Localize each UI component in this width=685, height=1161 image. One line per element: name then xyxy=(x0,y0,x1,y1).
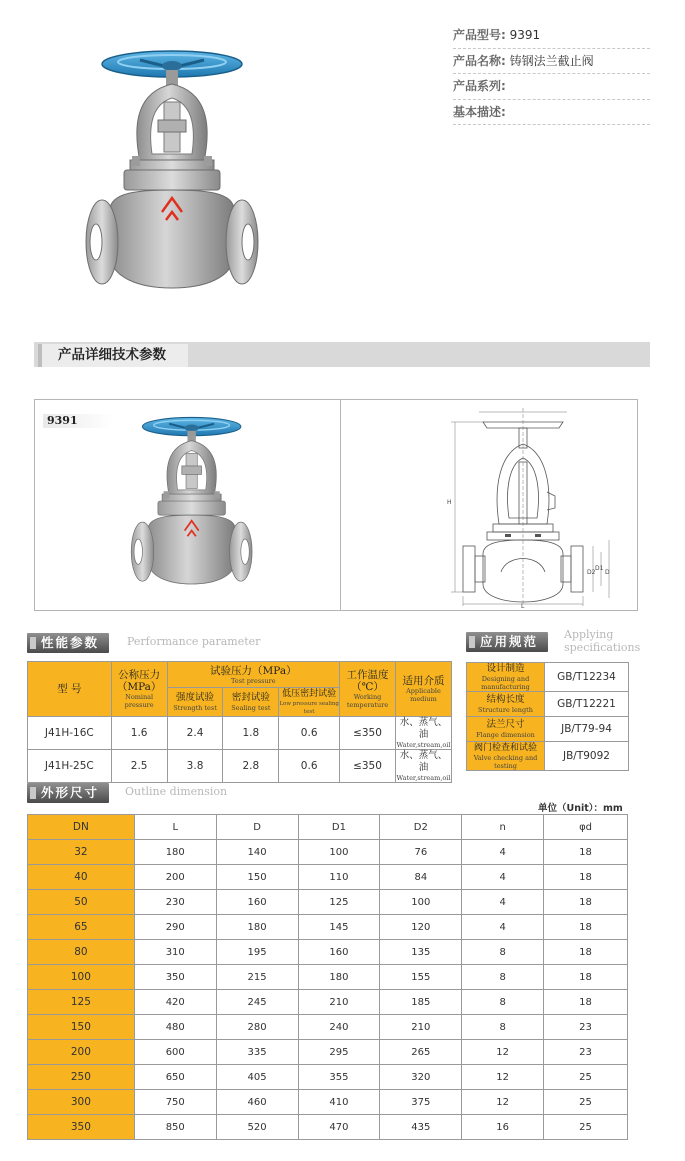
spec-key xyxy=(467,663,545,692)
dimension-cell: 405 xyxy=(216,1065,298,1090)
spec-key-cn: 结构长度 xyxy=(486,694,525,705)
specs-title-en-2: specifications xyxy=(564,641,641,654)
dn-cell: 100 xyxy=(28,965,135,990)
specs-title-cn: 应用规范 xyxy=(466,632,548,652)
dimension-cell: 520 xyxy=(216,1115,298,1140)
cell-sealing: 1.8 xyxy=(223,717,279,750)
dimension-cell: 210 xyxy=(298,990,380,1015)
dn-cell: 32 xyxy=(28,840,135,865)
figure-valve-photo xyxy=(127,408,257,604)
performance-table xyxy=(27,661,452,783)
dimension-cell: 600 xyxy=(134,1040,216,1065)
table-row xyxy=(28,990,628,1015)
dimension-cell: 100 xyxy=(298,840,380,865)
header-model-cn: 型 号 xyxy=(57,683,82,695)
spec-key-cn: 阀门检查和试验 xyxy=(473,743,537,753)
dimension-cell: 335 xyxy=(216,1040,298,1065)
dimension-cell: 12 xyxy=(462,1065,544,1090)
header-lowpress xyxy=(279,688,340,717)
table-header-row xyxy=(28,815,628,840)
header-nominal xyxy=(111,662,167,717)
spec-key-cn: 法兰尺寸 xyxy=(486,719,525,730)
table-row xyxy=(28,865,628,890)
column-header: DN xyxy=(28,815,135,840)
dimension-cell: 200 xyxy=(134,865,216,890)
info-value: 铸钢法兰截止阀 xyxy=(509,53,594,68)
dimension-cell: 100 xyxy=(380,890,462,915)
header-medium-cn: 适用介质 xyxy=(402,675,445,687)
cell-medium xyxy=(395,750,451,783)
header-test xyxy=(167,662,339,688)
cell-medium xyxy=(395,717,451,750)
table-row xyxy=(28,750,452,783)
info-row-description xyxy=(453,100,650,126)
header-temp-en: Working temperature xyxy=(346,693,389,709)
dimension-cell: 265 xyxy=(380,1040,462,1065)
dimension-cell: 25 xyxy=(544,1090,628,1115)
column-header: L xyxy=(134,815,216,840)
table-row xyxy=(28,1015,628,1040)
product-photo xyxy=(80,42,265,312)
header-strength-cn: 强度试验 xyxy=(176,692,215,703)
header-test-en: Test pressure xyxy=(231,676,276,685)
specs-title-en-1: Applying xyxy=(564,628,614,641)
dimension-cell: 470 xyxy=(298,1115,380,1140)
dimension-cell: 4 xyxy=(462,865,544,890)
table-row xyxy=(28,890,628,915)
product-info xyxy=(453,23,650,125)
dimension-cell: 155 xyxy=(380,965,462,990)
header-medium-en: Applicable medium xyxy=(406,687,441,703)
dimension-cell: 320 xyxy=(380,1065,462,1090)
dimension-cell: 8 xyxy=(462,940,544,965)
dn-cell: 300 xyxy=(28,1090,135,1115)
table-row xyxy=(28,1040,628,1065)
dimension-cell: 375 xyxy=(380,1090,462,1115)
dimension-cell: 76 xyxy=(380,840,462,865)
header-sealing-cn: 密封试验 xyxy=(231,692,270,703)
dimension-cell: 18 xyxy=(544,840,628,865)
info-key: 产品名称: xyxy=(453,53,506,68)
dimension-cell: 23 xyxy=(544,1015,628,1040)
dn-cell: 50 xyxy=(28,890,135,915)
cell-nominal: 1.6 xyxy=(111,717,167,750)
dimension-cell: 435 xyxy=(380,1115,462,1140)
dimension-cell: 195 xyxy=(216,940,298,965)
dimension-cell: 125 xyxy=(298,890,380,915)
cell-temp: ≤350 xyxy=(340,750,396,783)
dimension-cell: 650 xyxy=(134,1065,216,1090)
spec-key xyxy=(467,692,545,717)
header-temp-cn: 工作温度（℃） xyxy=(346,669,389,693)
dimension-cell: 350 xyxy=(134,965,216,990)
outline-heading xyxy=(27,783,287,803)
unit-label: 单位（Unit）：mm xyxy=(538,803,623,814)
table-row xyxy=(28,1115,628,1140)
dimension-cell: 240 xyxy=(298,1015,380,1040)
spec-value: GB/T12234 xyxy=(545,663,629,692)
dimension-cell: 480 xyxy=(134,1015,216,1040)
info-key: 产品系列: xyxy=(453,79,506,93)
dn-cell: 200 xyxy=(28,1040,135,1065)
header-temp xyxy=(340,662,396,717)
dimension-cell: 145 xyxy=(298,915,380,940)
dimension-cell: 18 xyxy=(544,990,628,1015)
spec-key xyxy=(467,717,545,742)
dimension-cell: 460 xyxy=(216,1090,298,1115)
header-lowpress-en: Low pressure sealing test xyxy=(279,701,339,715)
dimension-cell: 8 xyxy=(462,1015,544,1040)
dn-cell: 125 xyxy=(28,990,135,1015)
table-row xyxy=(28,1065,628,1090)
spec-key xyxy=(467,742,545,771)
dimension-cell: 25 xyxy=(544,1065,628,1090)
performance-title-en: Performance parameter xyxy=(127,635,261,648)
specs-table xyxy=(466,662,629,771)
table-row xyxy=(28,915,628,940)
performance-heading xyxy=(27,633,287,653)
table-row xyxy=(467,692,629,717)
dimension-cell: 23 xyxy=(544,1040,628,1065)
table-row xyxy=(28,840,628,865)
spec-value: JB/T9092 xyxy=(545,742,629,771)
dimension-cell: 310 xyxy=(134,940,216,965)
figure-divider xyxy=(340,400,341,610)
header-test-cn: 试验压力（MPa） xyxy=(210,664,297,677)
dn-cell: 350 xyxy=(28,1115,135,1140)
table-row xyxy=(28,717,452,750)
dimension-cell: 12 xyxy=(462,1090,544,1115)
dn-cell: 80 xyxy=(28,940,135,965)
dimension-cell: 180 xyxy=(134,840,216,865)
dimension-cell: 245 xyxy=(216,990,298,1015)
header-medium xyxy=(395,662,451,717)
dimension-cell: 8 xyxy=(462,965,544,990)
cell-model: J41H-16C xyxy=(28,717,112,750)
column-header: D xyxy=(216,815,298,840)
header-lowpress-cn: 低压密封试验 xyxy=(282,689,337,699)
dimension-cell: 110 xyxy=(298,865,380,890)
dimension-cell: 160 xyxy=(216,890,298,915)
column-header: D1 xyxy=(298,815,380,840)
outline-title-cn: 外形尺寸 xyxy=(27,783,109,803)
cell-sealing: 2.8 xyxy=(223,750,279,783)
header-nominal-en: Nominal pressure xyxy=(124,693,154,709)
header-sealing xyxy=(223,688,279,717)
dimension-cell: 18 xyxy=(544,940,628,965)
dimension-cell: 230 xyxy=(134,890,216,915)
cell-strength: 2.4 xyxy=(167,717,223,750)
info-row-model xyxy=(453,23,650,49)
cell-temp: ≤350 xyxy=(340,717,396,750)
table-row xyxy=(28,940,628,965)
column-header: φd xyxy=(544,815,628,840)
header-strength-en: Strength test xyxy=(173,704,217,712)
product-figure xyxy=(34,399,638,611)
dimension-cell: 18 xyxy=(544,890,628,915)
drawing-label-d: D xyxy=(605,569,610,576)
dimension-cell: 420 xyxy=(134,990,216,1015)
column-header: n xyxy=(462,815,544,840)
dimension-cell: 850 xyxy=(134,1115,216,1140)
dimension-cell: 25 xyxy=(544,1115,628,1140)
dimension-cell: 16 xyxy=(462,1115,544,1140)
column-header: D2 xyxy=(380,815,462,840)
drawing-label-h: H xyxy=(447,499,452,506)
cell-medium-cn: 水、蒸气、油 xyxy=(399,717,448,740)
dimension-cell: 120 xyxy=(380,915,462,940)
spec-value: GB/T12221 xyxy=(545,692,629,717)
technical-drawing xyxy=(443,404,613,608)
table-row xyxy=(467,717,629,742)
drawing-label-d2: D2 xyxy=(587,569,596,576)
spec-key-cn: 设计制造 xyxy=(486,663,525,674)
drawing-label-l: L xyxy=(521,603,525,608)
header-model xyxy=(28,662,112,717)
spec-value: JB/T79-94 xyxy=(545,717,629,742)
cell-model: J41H-25C xyxy=(28,750,112,783)
dimension-cell: 18 xyxy=(544,915,628,940)
dimension-cell: 4 xyxy=(462,890,544,915)
dimension-cell: 12 xyxy=(462,1040,544,1065)
dimension-cell: 215 xyxy=(216,965,298,990)
table-row xyxy=(467,663,629,692)
dn-cell: 250 xyxy=(28,1065,135,1090)
info-row-name xyxy=(453,49,650,75)
dimension-cell: 210 xyxy=(380,1015,462,1040)
info-value: 9391 xyxy=(509,28,541,42)
dn-cell: 150 xyxy=(28,1015,135,1040)
cell-lowpress: 0.6 xyxy=(279,750,340,783)
header-nominal-cn: 公称压力（MPa） xyxy=(116,669,162,693)
performance-title-cn: 性能参数 xyxy=(27,633,109,653)
dimension-cell: 150 xyxy=(216,865,298,890)
table-row xyxy=(28,965,628,990)
outline-title-en: Outline dimension xyxy=(125,785,228,798)
spec-key-en: Valve checking and testing xyxy=(473,754,538,770)
dimension-cell: 84 xyxy=(380,865,462,890)
dimension-cell: 18 xyxy=(544,865,628,890)
dimension-cell: 140 xyxy=(216,840,298,865)
info-key: 产品型号: xyxy=(453,28,506,42)
drawing-label-d1: D1 xyxy=(595,565,604,572)
dimension-cell: 8 xyxy=(462,990,544,1015)
dimension-cell: 280 xyxy=(216,1015,298,1040)
section-title: 产品详细技术参数 xyxy=(38,344,188,367)
dn-cell: 65 xyxy=(28,915,135,940)
dimension-cell: 355 xyxy=(298,1065,380,1090)
dimension-cell: 135 xyxy=(380,940,462,965)
info-row-series xyxy=(453,74,650,100)
dimension-cell: 295 xyxy=(298,1040,380,1065)
dimension-cell: 290 xyxy=(134,915,216,940)
outline-table xyxy=(27,814,628,1140)
cell-medium-en: Water,stream,oil xyxy=(396,774,451,782)
dn-cell: 40 xyxy=(28,865,135,890)
header-strength xyxy=(167,688,223,717)
dimension-cell: 180 xyxy=(298,965,380,990)
cell-medium-cn: 水、蒸气、油 xyxy=(399,750,448,773)
info-key: 基本描述: xyxy=(453,104,506,119)
table-row xyxy=(467,742,629,771)
dimension-cell: 410 xyxy=(298,1090,380,1115)
cell-strength: 3.8 xyxy=(167,750,223,783)
section-bar xyxy=(34,342,650,367)
dimension-cell: 180 xyxy=(216,915,298,940)
dimension-cell: 18 xyxy=(544,965,628,990)
spec-key-en: Flange dimension xyxy=(476,731,535,739)
table-row xyxy=(28,1090,628,1115)
spec-key-en: Designing and manufacturing xyxy=(481,675,530,691)
cell-medium-en: Water,stream,oil xyxy=(396,741,451,749)
dimension-cell: 160 xyxy=(298,940,380,965)
dimension-cell: 185 xyxy=(380,990,462,1015)
figure-model-label: 9391 xyxy=(43,414,113,428)
dimension-cell: 750 xyxy=(134,1090,216,1115)
header-sealing-en: Sealing test xyxy=(231,704,271,712)
spec-key-en: Structure length xyxy=(478,706,533,714)
dimension-cell: 4 xyxy=(462,840,544,865)
dimension-cell: 4 xyxy=(462,915,544,940)
specs-heading xyxy=(466,628,666,658)
cell-lowpress: 0.6 xyxy=(279,717,340,750)
cell-nominal: 2.5 xyxy=(111,750,167,783)
